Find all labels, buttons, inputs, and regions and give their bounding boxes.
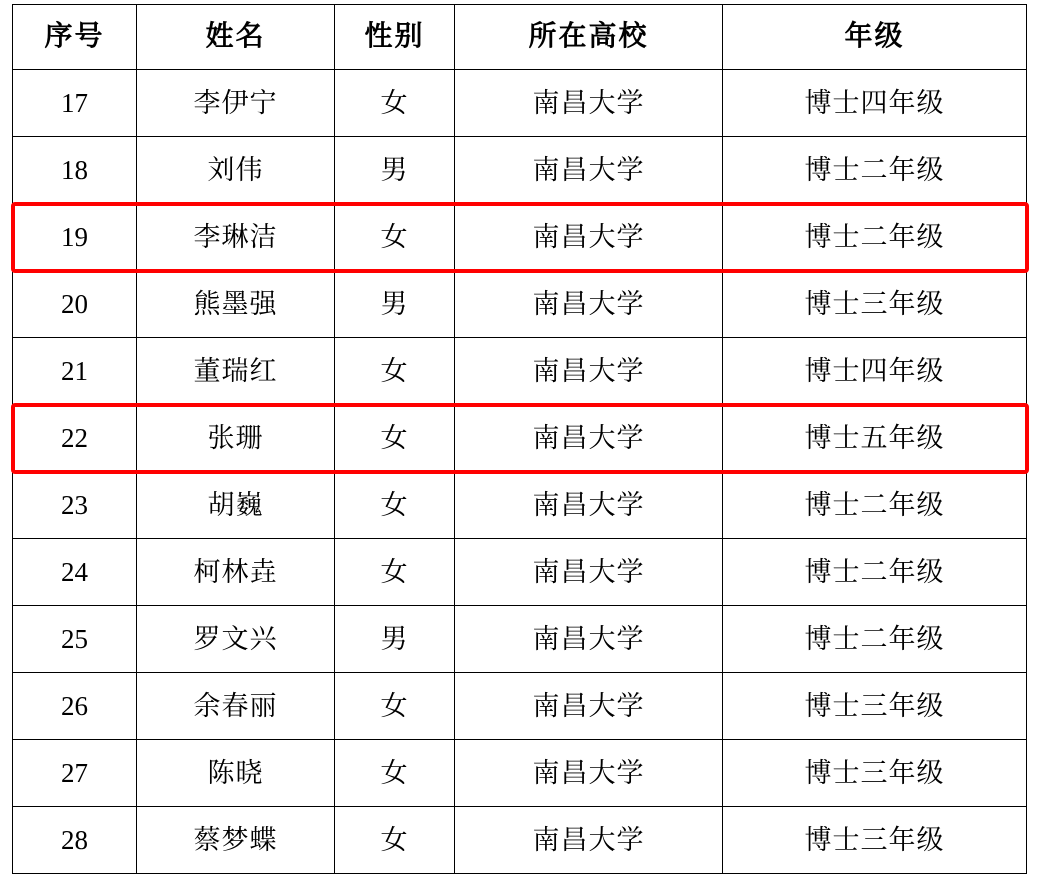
document-page	[0, 4, 1038, 884]
cell-index: 17	[13, 70, 137, 137]
cell-index: 27	[13, 740, 137, 807]
cell-school: 南昌大学	[455, 673, 723, 740]
table-body	[13, 70, 1027, 874]
cell-name: 胡巍	[137, 472, 335, 539]
cell-grade: 博士二年级	[723, 204, 1027, 271]
table-row	[13, 70, 1027, 137]
cell-name: 熊墨强	[137, 271, 335, 338]
table-row	[13, 807, 1027, 874]
cell-name: 柯林垚	[137, 539, 335, 606]
table-row	[13, 137, 1027, 204]
cell-sex: 女	[335, 338, 455, 405]
cell-grade: 博士二年级	[723, 539, 1027, 606]
cell-name: 余春丽	[137, 673, 335, 740]
roster-table	[12, 4, 1027, 874]
cell-school: 南昌大学	[455, 807, 723, 874]
table-row	[13, 472, 1027, 539]
table-row	[13, 338, 1027, 405]
cell-school: 南昌大学	[455, 405, 723, 472]
cell-grade: 博士三年级	[723, 807, 1027, 874]
cell-school: 南昌大学	[455, 606, 723, 673]
cell-index: 26	[13, 673, 137, 740]
table-row	[13, 539, 1027, 606]
cell-index: 20	[13, 271, 137, 338]
table-row	[13, 606, 1027, 673]
cell-name: 刘伟	[137, 137, 335, 204]
cell-school: 南昌大学	[455, 271, 723, 338]
cell-sex: 男	[335, 606, 455, 673]
cell-index: 23	[13, 472, 137, 539]
cell-index: 22	[13, 405, 137, 472]
cell-sex: 女	[335, 807, 455, 874]
table-row	[13, 271, 1027, 338]
cell-sex: 女	[335, 472, 455, 539]
table-row	[13, 740, 1027, 807]
cell-grade: 博士四年级	[723, 70, 1027, 137]
cell-name: 李琳洁	[137, 204, 335, 271]
cell-index: 28	[13, 807, 137, 874]
cell-sex: 女	[335, 405, 455, 472]
column-header-grade: 年级	[723, 5, 1027, 70]
cell-name: 蔡梦蝶	[137, 807, 335, 874]
cell-sex: 女	[335, 539, 455, 606]
table-row	[13, 405, 1027, 472]
cell-name: 罗文兴	[137, 606, 335, 673]
column-header-name: 姓名	[137, 5, 335, 70]
cell-school: 南昌大学	[455, 539, 723, 606]
cell-grade: 博士四年级	[723, 338, 1027, 405]
column-header-index: 序号	[13, 5, 137, 70]
cell-school: 南昌大学	[455, 70, 723, 137]
cell-sex: 女	[335, 70, 455, 137]
table-header-row	[13, 5, 1027, 70]
cell-sex: 女	[335, 204, 455, 271]
table-row	[13, 673, 1027, 740]
cell-grade: 博士三年级	[723, 740, 1027, 807]
cell-index: 19	[13, 204, 137, 271]
column-header-school: 所在高校	[455, 5, 723, 70]
table-header	[13, 5, 1027, 70]
cell-grade: 博士三年级	[723, 271, 1027, 338]
cell-grade: 博士二年级	[723, 606, 1027, 673]
cell-grade: 博士二年级	[723, 137, 1027, 204]
cell-name: 张珊	[137, 405, 335, 472]
cell-sex: 女	[335, 740, 455, 807]
cell-grade: 博士二年级	[723, 472, 1027, 539]
cell-school: 南昌大学	[455, 204, 723, 271]
column-header-sex: 性别	[335, 5, 455, 70]
cell-sex: 男	[335, 137, 455, 204]
cell-grade: 博士三年级	[723, 673, 1027, 740]
cell-school: 南昌大学	[455, 338, 723, 405]
table-row	[13, 204, 1027, 271]
cell-sex: 女	[335, 673, 455, 740]
cell-index: 21	[13, 338, 137, 405]
cell-name: 董瑞红	[137, 338, 335, 405]
cell-school: 南昌大学	[455, 137, 723, 204]
cell-name: 陈晓	[137, 740, 335, 807]
cell-index: 25	[13, 606, 137, 673]
cell-school: 南昌大学	[455, 740, 723, 807]
cell-name: 李伊宁	[137, 70, 335, 137]
cell-index: 18	[13, 137, 137, 204]
cell-school: 南昌大学	[455, 472, 723, 539]
cell-index: 24	[13, 539, 137, 606]
cell-grade: 博士五年级	[723, 405, 1027, 472]
cell-sex: 男	[335, 271, 455, 338]
